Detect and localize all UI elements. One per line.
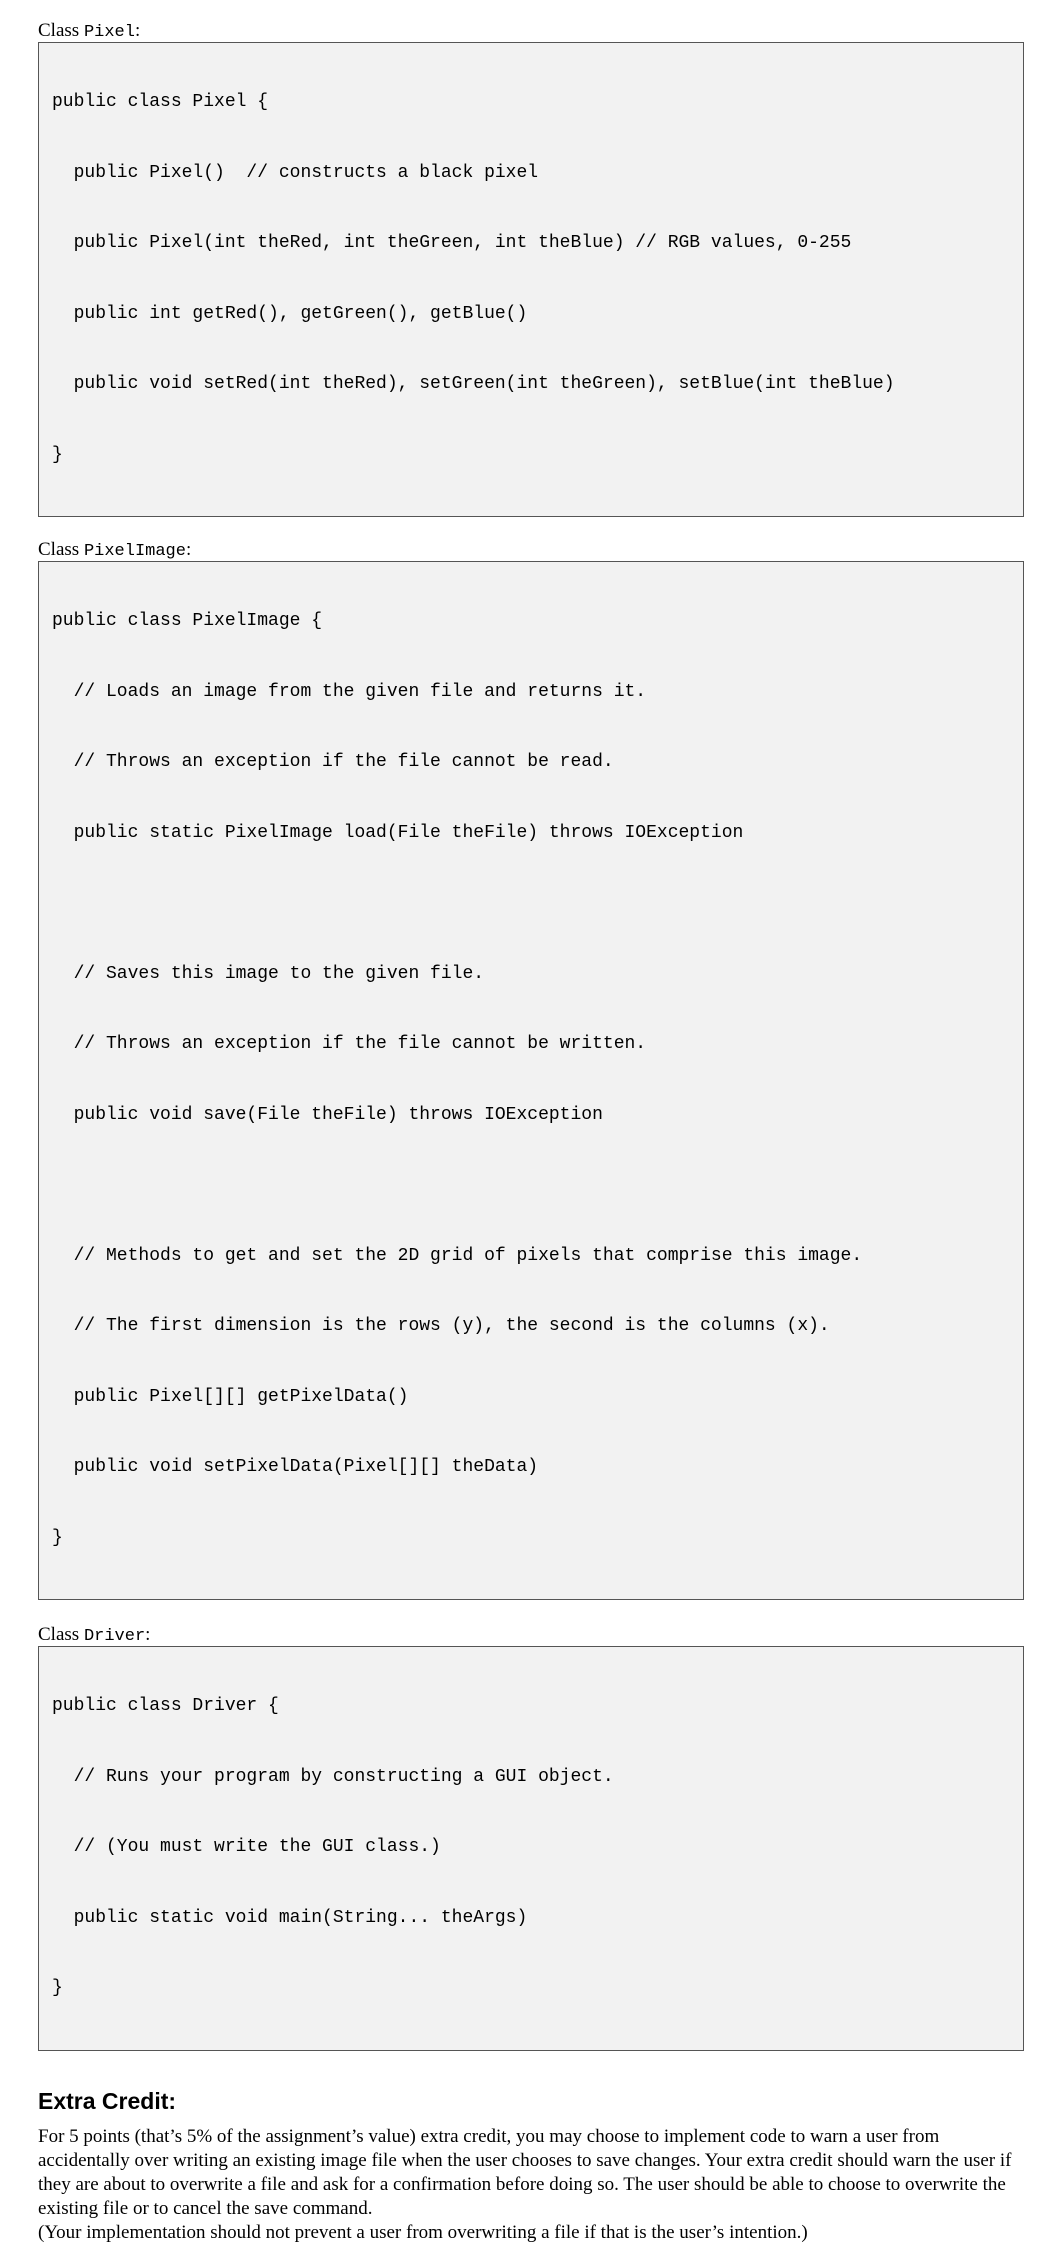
pixelimage-class-section: [38, 539, 1024, 1600]
code-line: // Throws an exception if the file cannot be written.: [52, 1034, 647, 1054]
pixel-code-block: [38, 42, 1024, 517]
heading-suffix: :: [134, 20, 141, 41]
code-line: // Throws an exception if the file cannot be read.: [52, 752, 614, 772]
code-line: public static PixelImage load(File theFile) throws IOException: [52, 822, 744, 843]
driver-code-block: [38, 1646, 1024, 2051]
driver-class-heading: [38, 1624, 1024, 1646]
heading-prefix: Class: [38, 539, 84, 560]
pixelimage-class-heading: [38, 539, 1024, 561]
driver-class-section: [38, 1624, 1024, 2051]
code-line: public int getRed(), getGreen(), getBlue(): [52, 303, 528, 324]
code-line: public Pixel(int theRed, int theGreen, int theBlue) // RGB values, 0-255: [52, 233, 852, 253]
blank-line: [52, 892, 1023, 916]
extra-credit-paragraph: For 5 points (that’s 5% of the assignment’s value) extra credit, you may choose to implement code to warn a user from accidentally over writing an existing image file when the user chooses to save changes. Your extra credit should warn the user if they are about to overwrite a file and ask for a confirmation before doing so. The user should be able to choose to overwrite the existing file or to cancel the save command.: [38, 2125, 1012, 2219]
document-page: [38, 20, 1024, 2245]
code-line: }: [52, 444, 63, 465]
code-line: public class PixelImage {: [52, 611, 323, 631]
pixel-class-section: [38, 20, 1024, 517]
heading-prefix: Class: [38, 20, 84, 41]
code-line: // Runs your program by constructing a GUI object.: [52, 1766, 614, 1787]
extra-credit-heading: Extra Credit:: [38, 2087, 177, 2114]
extra-credit-note: (Your implementation should not prevent a user from overwriting a file if that is the user’s intention.): [38, 2221, 808, 2243]
code-line: // Loads an image from the given file and returns it.: [52, 681, 647, 702]
extra-credit-section: [38, 2087, 1024, 2245]
pixel-class-heading: [38, 20, 1024, 42]
blank-line: [52, 1174, 1023, 1198]
code-line: public Pixel() // constructs a black pixel: [52, 162, 539, 183]
heading-prefix: Class: [38, 1624, 84, 1645]
code-line: }: [52, 1527, 63, 1548]
code-line: public void setPixelData(Pixel[][] theData): [52, 1457, 539, 1477]
code-line: public void setRed(int theRed), setGreen(int theGreen), setBlue(int theBlue): [52, 374, 895, 394]
pixelimage-code-block: [38, 561, 1024, 1600]
heading-suffix: :: [145, 1624, 151, 1645]
class-name: Pixel: [83, 23, 135, 42]
code-line: // The first dimension is the rows (y), the second is the columns (x).: [52, 1316, 830, 1336]
code-line: // (You must write the GUI class.): [52, 1837, 441, 1857]
class-name: PixelImage: [83, 542, 186, 561]
code-line: public Pixel[][] getPixelData(): [52, 1386, 409, 1407]
code-line: public static void main(String... theArgs): [52, 1907, 528, 1928]
code-line: public class Driver {: [52, 1696, 279, 1716]
code-line: // Saves this image to the given file.: [52, 963, 485, 984]
heading-suffix: :: [185, 539, 192, 560]
code-line: public void save(File theFile) throws IOException: [52, 1104, 603, 1125]
code-line: }: [52, 1978, 63, 1998]
code-line: // Methods to get and set the 2D grid of pixels that comprise this image.: [52, 1245, 863, 1266]
class-name: Driver: [83, 1627, 146, 1646]
code-line: public class Pixel {: [52, 92, 269, 112]
